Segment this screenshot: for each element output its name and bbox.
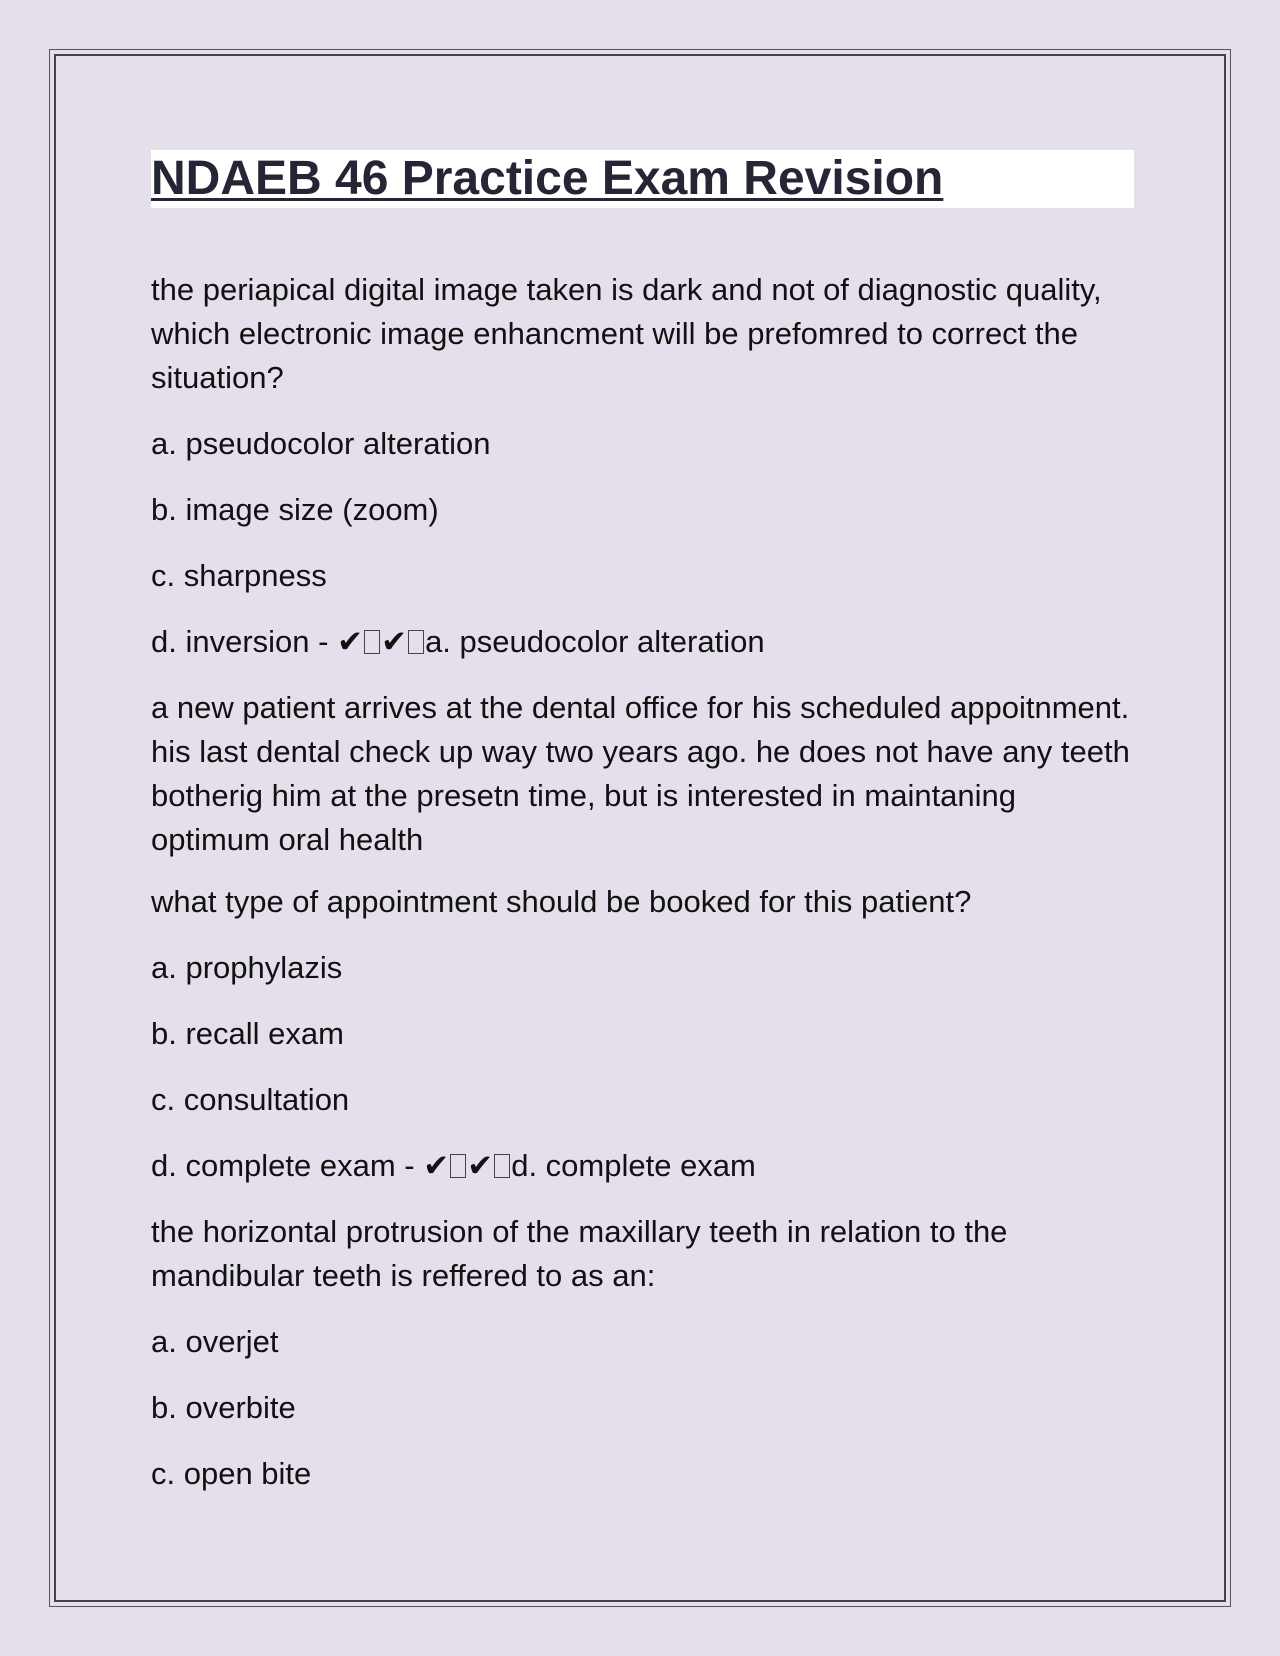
- question-1-option-c: c. sharpness: [151, 558, 327, 593]
- question-1-option-d: d. inversion -: [151, 624, 329, 659]
- check-icon: ✔: [423, 1148, 450, 1183]
- question-3-option-b: b. overbite: [151, 1390, 296, 1425]
- check-icon: ✔: [381, 624, 408, 659]
- question-2-option-a: a. prophylazis: [151, 950, 343, 985]
- question-2-option-d: d. complete exam -: [151, 1148, 415, 1183]
- question-3-option-a: a. overjet: [151, 1324, 279, 1359]
- question-3-option-c: c. open bite: [151, 1456, 312, 1491]
- question-3-stem: the horizontal protrusion of the maxillary teeth in relation to the mandibular teeth is reffered to as an:: [151, 1214, 1008, 1293]
- question-2-stem: a new patient arrives at the dental office for his scheduled appoitnment. his last dental check up way two years ago. he does not have any teeth botherig him at the presetn time, but is interested in maintaning optimum oral health: [151, 690, 1130, 857]
- missing-glyph-box-icon: [364, 630, 380, 654]
- title-highlight: [151, 150, 1134, 208]
- question-2-option-c: c. consultation: [151, 1082, 350, 1117]
- question-1-option-b: b. image size (zoom): [151, 492, 439, 527]
- question-1-answer: a. pseudocolor alteration: [425, 624, 765, 659]
- question-2-answer: d. complete exam: [511, 1148, 756, 1183]
- question-2-prompt: what type of appointment should be booked for this patient?: [151, 884, 972, 919]
- question-1-stem: the periapical digital image taken is dark and not of diagnostic quality, which electronic image enhancment will be prefomred to correct the situation?: [151, 272, 1102, 395]
- document-title: NDAEB 46 Practice Exam Revision: [151, 152, 944, 205]
- question-1-option-a: a. pseudocolor alteration: [151, 426, 491, 461]
- missing-glyph-box-icon: [450, 1154, 466, 1178]
- question-2-option-b: b. recall exam: [151, 1016, 344, 1051]
- missing-glyph-box-icon: [408, 630, 424, 654]
- check-icon: ✔: [467, 1148, 494, 1183]
- question-1-answer-line: [151, 620, 1135, 664]
- document-content: [151, 150, 1135, 1518]
- missing-glyph-box-icon: [494, 1154, 510, 1178]
- check-icon: ✔: [337, 624, 364, 659]
- question-2-answer-line: [151, 1144, 1135, 1188]
